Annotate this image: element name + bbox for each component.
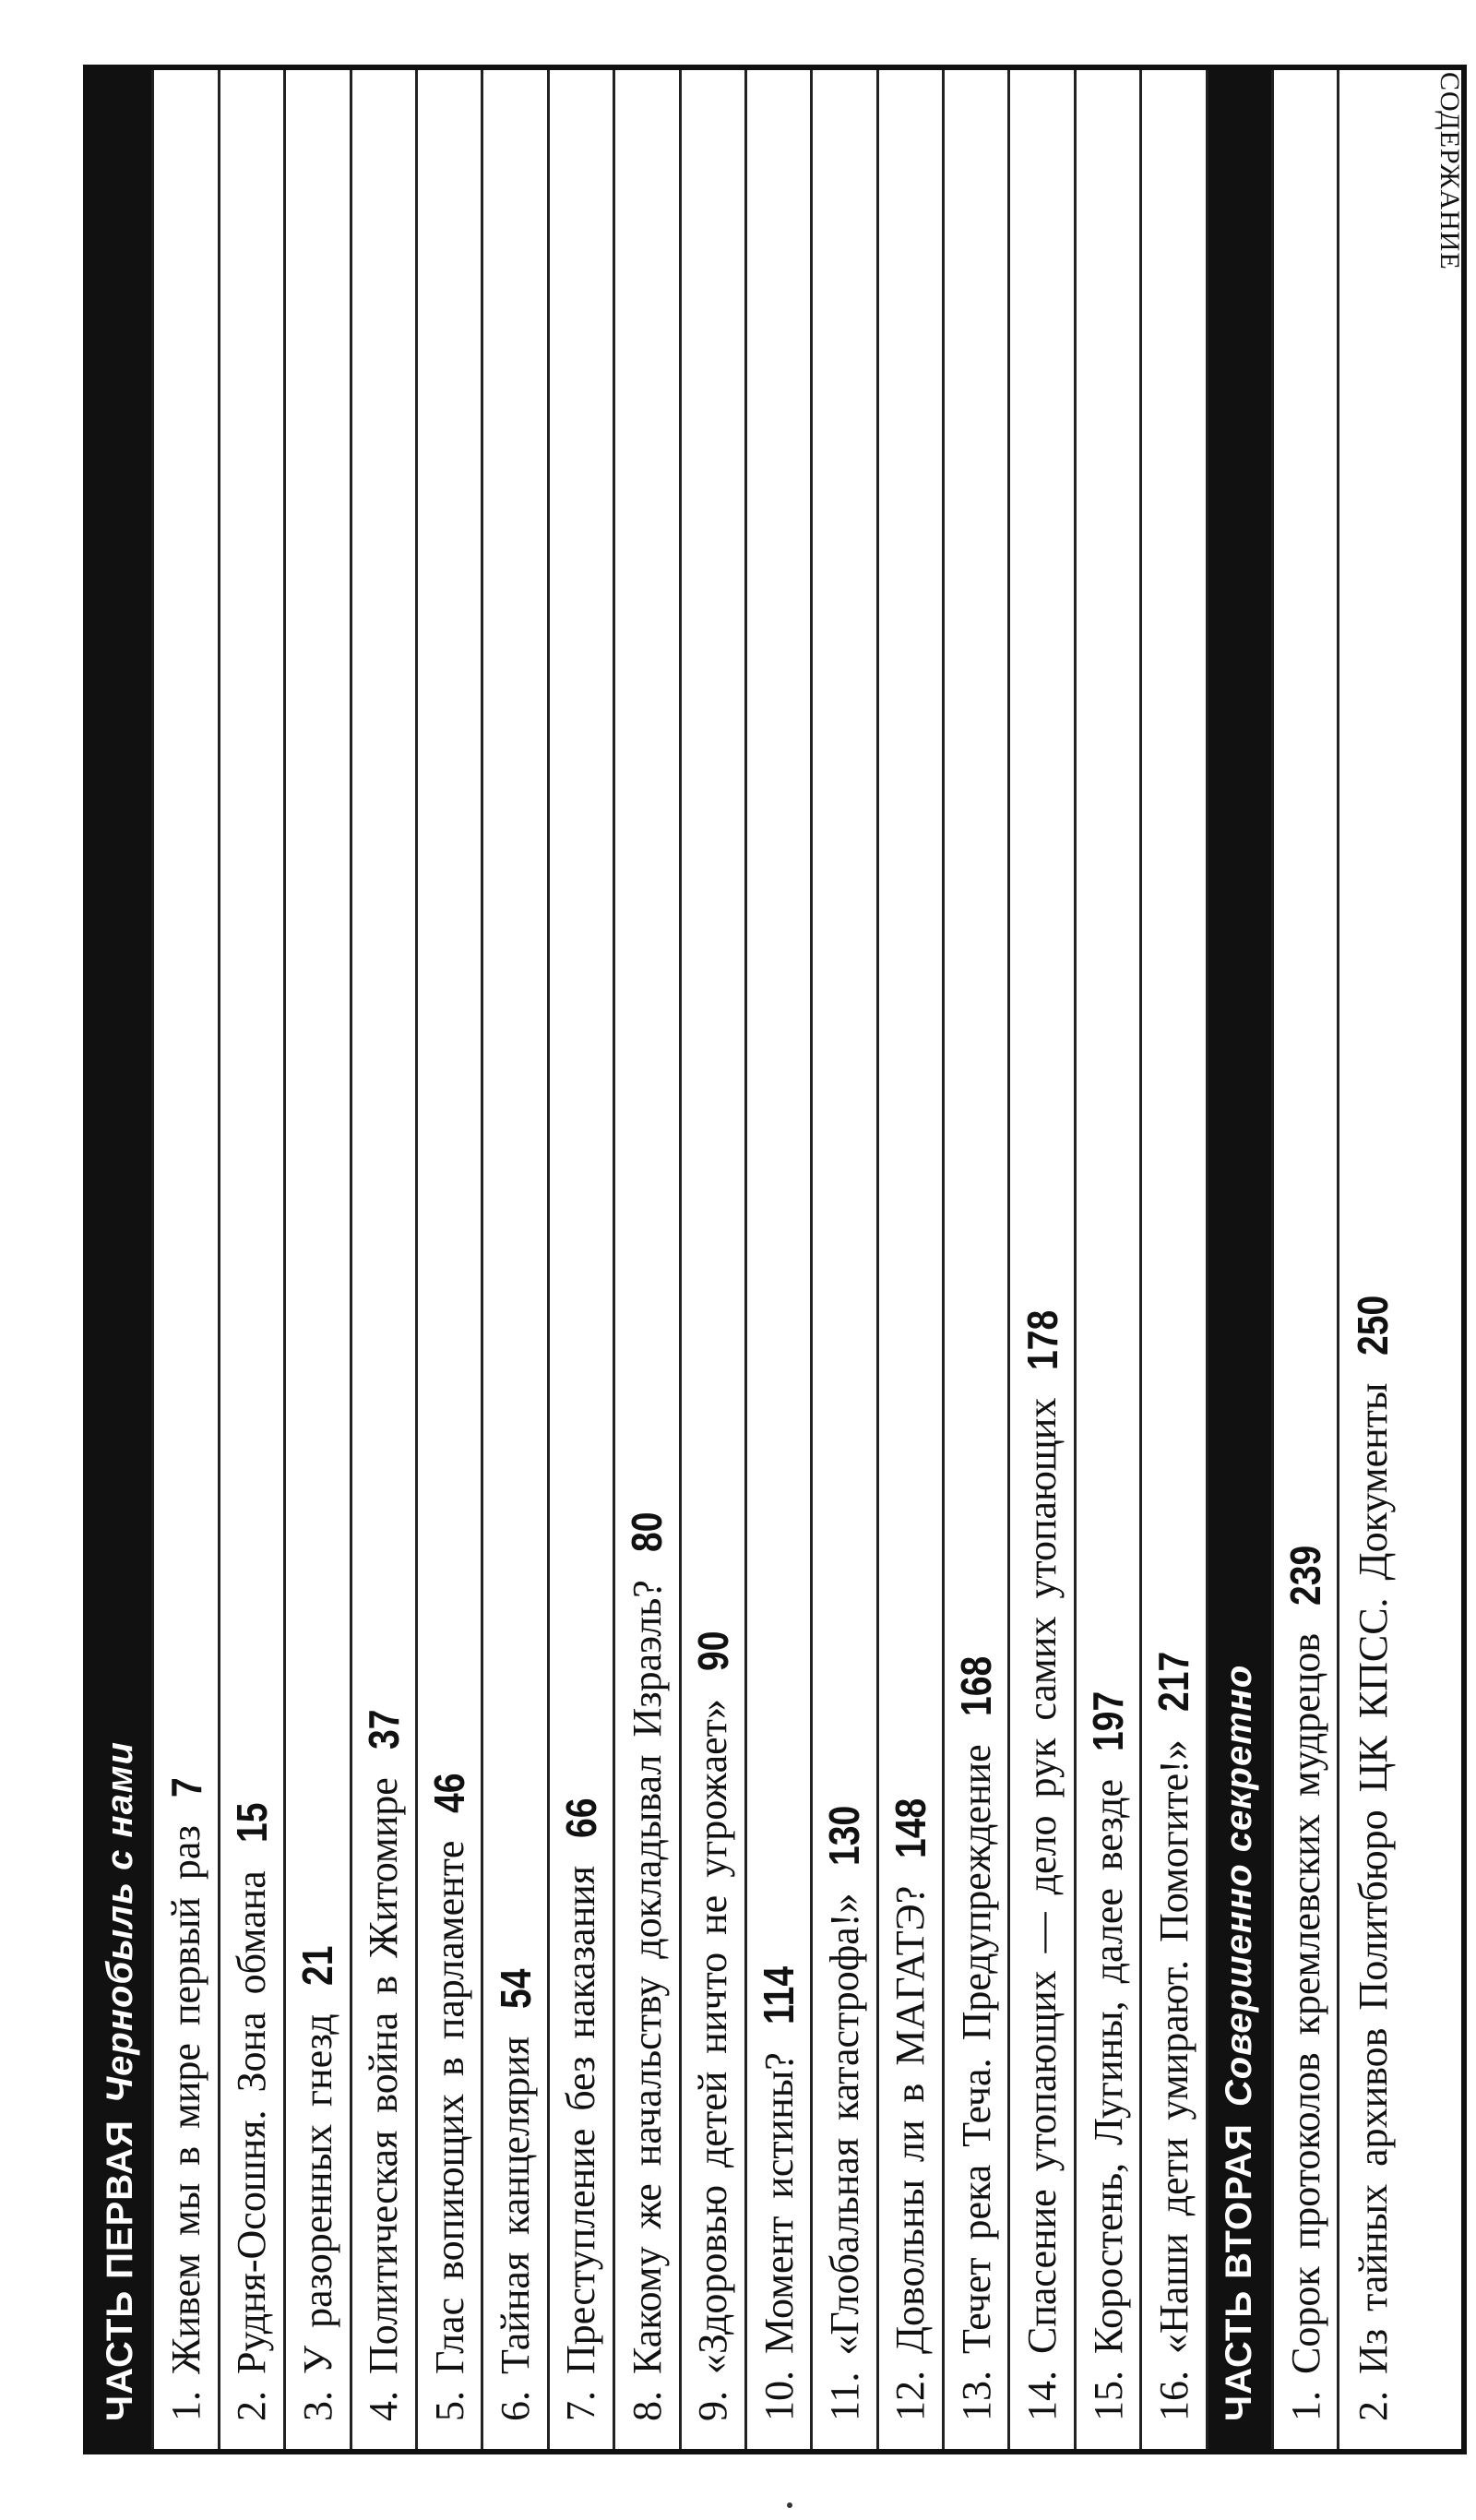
table-of-contents bbox=[83, 65, 1467, 2454]
toc-row[interactable] bbox=[286, 70, 351, 2449]
toc-row[interactable] bbox=[154, 70, 220, 2449]
page-number: 80 bbox=[623, 1511, 672, 1553]
page-number: 178 bbox=[1018, 1309, 1066, 1370]
chapter-number: 7. bbox=[558, 2391, 604, 2421]
toc-row[interactable] bbox=[352, 70, 418, 2449]
chapter-title: Коростень, Лугины, далее везде bbox=[1085, 1778, 1131, 2354]
stray-dot bbox=[787, 2502, 792, 2508]
toc-row[interactable] bbox=[550, 70, 615, 2449]
chapter-title: Сорок протоколов кремлевских мудрецов bbox=[1282, 1632, 1328, 2374]
page-number: 217 bbox=[1149, 1651, 1198, 1713]
page-number: 54 bbox=[491, 1968, 540, 2009]
toc-row[interactable] bbox=[747, 70, 813, 2449]
chapter-number: 2. bbox=[229, 2391, 275, 2421]
part-title: Совершенно секретно bbox=[1219, 1664, 1260, 2108]
part-label: ЧАСТЬ ВТОРАЯ bbox=[1219, 2123, 1260, 2421]
page-number: 250 bbox=[1349, 1295, 1398, 1356]
chapter-number: 16. bbox=[1150, 2371, 1196, 2421]
page-number: 168 bbox=[952, 1656, 1001, 1717]
page-number: 37 bbox=[359, 1709, 408, 1750]
page-number: 66 bbox=[556, 1797, 605, 1838]
toc-row[interactable] bbox=[1339, 70, 1405, 2449]
chapter-title: Живем мы в мире первый раз bbox=[163, 1825, 209, 2374]
part-header-1 bbox=[89, 70, 154, 2449]
chapter-number: 11. bbox=[821, 2371, 867, 2421]
page-number: 197 bbox=[1084, 1690, 1133, 1751]
chapter-title: Довольны ли в МАГАТЭ? bbox=[887, 1885, 934, 2354]
chapter-number: 9. bbox=[690, 2391, 736, 2421]
chapter-title: «Глобальная катастрофа!» bbox=[821, 1893, 867, 2356]
page-number: 15 bbox=[227, 1802, 276, 1844]
chapter-title: Политическая война в Житомире bbox=[361, 1777, 407, 2374]
chapter-title: «Здоровью детей ничто не угрожает» bbox=[690, 1699, 736, 2374]
page-number: 21 bbox=[293, 1945, 342, 1987]
chapter-title: Какому же начальству докладывал Израэль? bbox=[624, 1580, 670, 2374]
chapter-title: Из тайных архивов Политбюро ЦК КПСС. Документы bbox=[1350, 1382, 1396, 2374]
toc-row[interactable] bbox=[1010, 70, 1076, 2449]
chapter-title: Преступление без наказания bbox=[558, 1865, 604, 2374]
chapter-title: Момент истины? bbox=[756, 2052, 802, 2354]
toc-row[interactable] bbox=[1274, 70, 1339, 2449]
chapter-number: 10. bbox=[756, 2371, 802, 2421]
chapter-title: Тайная канцелярия bbox=[493, 2036, 539, 2374]
chapter-title: У разоренных гнезд bbox=[294, 2013, 340, 2374]
toc-row[interactable] bbox=[945, 70, 1010, 2449]
part-title: Чернобыль с нами bbox=[99, 1741, 140, 2104]
page-number: 130 bbox=[820, 1805, 869, 1866]
page-number: 90 bbox=[688, 1630, 737, 1672]
toc-row[interactable] bbox=[682, 70, 747, 2449]
chapter-number: 12. bbox=[887, 2371, 934, 2421]
toc-row[interactable] bbox=[615, 70, 681, 2449]
running-head: СОДЕРЖАНИЕ bbox=[1434, 72, 1465, 270]
chapter-number: 3. bbox=[294, 2391, 340, 2421]
toc-row[interactable] bbox=[220, 70, 286, 2449]
page-number: 46 bbox=[425, 1773, 474, 1813]
chapter-title: Рудня-Осошня. Зона обмана bbox=[229, 1870, 275, 2374]
page-number: 114 bbox=[755, 1966, 803, 2025]
toc-row[interactable] bbox=[813, 70, 878, 2449]
chapter-number: 1. bbox=[163, 2391, 209, 2421]
page-number: 148 bbox=[886, 1797, 934, 1858]
part-label: ЧАСТЬ ПЕРВАЯ bbox=[99, 2120, 140, 2421]
page-number: 239 bbox=[1281, 1545, 1330, 1606]
chapter-title: Глас вопиющих в парламенте bbox=[426, 1840, 472, 2374]
part-header-2 bbox=[1208, 70, 1274, 2449]
toc-row[interactable] bbox=[483, 70, 549, 2449]
chapter-title: Течет река Теча. Предупреждение bbox=[953, 1744, 999, 2354]
chapter-number: 15. bbox=[1085, 2371, 1131, 2421]
chapter-number: 4. bbox=[361, 2391, 407, 2421]
toc-row[interactable] bbox=[418, 70, 483, 2449]
chapter-number: 8. bbox=[624, 2391, 670, 2421]
chapter-number: 1. bbox=[1282, 2391, 1328, 2421]
toc-row[interactable] bbox=[1077, 70, 1142, 2449]
chapter-title: «Наши дети умирают. Помогите!» bbox=[1150, 1739, 1196, 2354]
toc-row[interactable] bbox=[1142, 70, 1208, 2449]
chapter-number: 13. bbox=[953, 2371, 999, 2421]
chapter-number: 14. bbox=[1019, 2371, 1065, 2421]
page-number: 7 bbox=[161, 1777, 210, 1798]
chapter-number: 5. bbox=[426, 2391, 472, 2421]
chapter-title: Спасение утопающих — дело рук самих утопающих bbox=[1019, 1397, 1065, 2354]
chapter-number: 6. bbox=[493, 2391, 539, 2421]
chapter-number: 2. bbox=[1350, 2391, 1396, 2421]
toc-row[interactable] bbox=[879, 70, 945, 2449]
